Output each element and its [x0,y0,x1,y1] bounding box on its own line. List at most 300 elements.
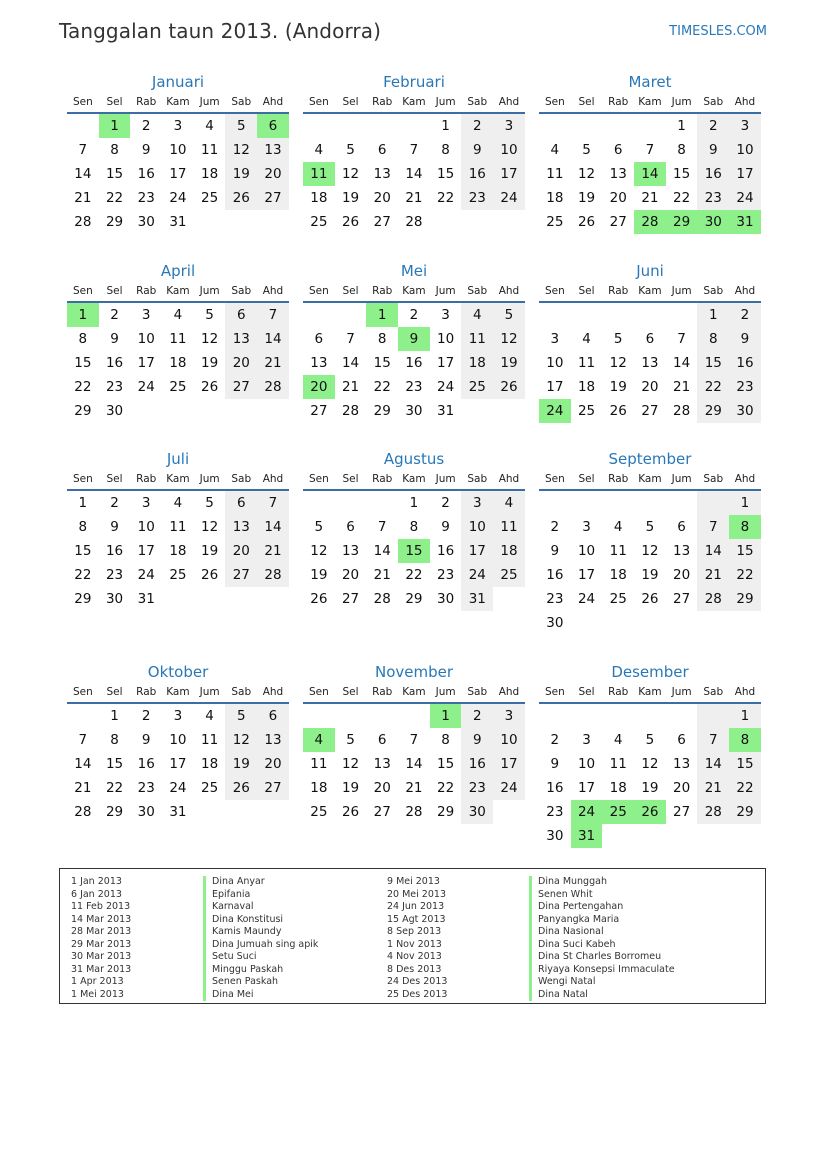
day-cell: 28 [697,800,729,824]
holiday-date: 30 Mar 2013 [71,951,132,962]
day-grid [303,704,525,824]
day-cell: 6 [377,732,387,748]
day-cell: 20 [257,162,289,186]
day-cell: 16 [546,780,564,796]
holiday-day-cell: 14 [634,162,666,186]
empty-cell [602,491,634,515]
day-cell: 5 [205,307,214,323]
empty-cell [634,704,666,728]
day-cell: 14 [405,756,423,772]
day-cell: 25 [169,379,187,395]
holiday-date: 6 Jan 2013 [71,888,122,900]
day-cell: 13 [373,756,391,772]
holiday-day-cell: 11 [303,162,335,186]
day-cell: 6 [645,331,655,347]
weekday-label: Sab [467,686,488,698]
weekday-label: Rab [372,473,393,485]
day-cell: 19 [201,543,219,559]
holiday-name: Dina Pertengahan [529,901,675,914]
empty-cell [335,303,367,327]
day-cell: 3 [173,708,183,724]
day-cell: 14 [697,539,729,563]
empty-cell [697,611,729,635]
day-cell: 28 [405,214,423,230]
weekday-label: Sel [578,96,595,108]
weekday-label: Sel [578,686,595,698]
day-cell: 4 [314,142,324,158]
weekday-label: Sab [467,285,488,297]
day-cell: 16 [729,351,761,375]
day-cell: 10 [137,519,155,535]
day-cell: 24 [577,591,596,607]
day-cell: 9 [729,327,761,351]
day-cell: 23 [405,379,423,395]
day-cell: 23 [461,776,493,800]
empty-cell [697,491,729,515]
empty-cell [666,611,698,635]
holiday-day-cell: 1 [67,303,99,327]
empty-cell [602,704,634,728]
day-cell: 12 [341,756,360,772]
day-cell: 21 [641,190,659,206]
day-cell: 20 [225,351,257,375]
day-cell: 1 [697,303,729,327]
month-juli [67,448,289,611]
day-cell: 22 [74,379,92,395]
empty-cell [666,303,698,327]
weekday-label: Sel [342,473,359,485]
day-cell: 22 [105,780,124,796]
day-cell: 13 [373,166,391,182]
day-cell: 2 [141,708,151,724]
day-cell: 12 [225,728,257,752]
empty-cell [225,587,257,611]
day-cell: 17 [437,355,455,371]
site-link[interactable]: TIMESLES.COM [669,24,767,39]
day-cell: 15 [105,166,124,182]
weekday-label: Sen [308,96,329,108]
month-agustus [303,448,525,611]
weekday-label: Kam [402,285,426,297]
day-cell: 18 [169,355,187,371]
weekday-label: Sab [703,96,724,108]
month-title: Desember [611,663,689,681]
day-cell: 25 [201,780,219,796]
day-cell: 10 [577,756,596,772]
empty-cell [539,303,571,327]
day-cell: 30 [437,591,455,607]
day-cell: 24 [137,379,155,395]
day-cell: 2 [110,307,119,323]
day-cell: 8 [78,331,88,347]
day-cell: 1 [441,118,450,134]
day-cell: 5 [582,142,591,158]
weekday-label: Sen [72,96,93,108]
day-cell: 26 [201,379,219,395]
weekday-label: Jum [671,473,692,485]
day-cell: 8 [110,142,119,158]
holiday-list [59,868,766,1004]
empty-cell [303,303,335,327]
empty-cell [430,210,462,234]
empty-cell [493,587,525,611]
holiday-name: Kamis Maundy [203,926,318,939]
weekday-label: Kam [166,285,190,297]
weekday-label: Sab [703,285,724,297]
day-cell: 3 [582,519,591,535]
day-cell: 2 [461,114,493,138]
day-cell: 23 [461,186,493,210]
weekday-label: Sel [106,285,123,297]
empty-cell [493,800,525,824]
month-februari [303,71,525,234]
day-cell: 29 [74,591,92,607]
day-cell: 29 [373,403,391,419]
day-cell: 24 [493,776,525,800]
day-cell: 6 [677,732,686,748]
day-cell: 6 [314,331,324,347]
day-cell: 26 [225,186,257,210]
day-cell: 21 [373,567,391,583]
day-cell: 21 [405,190,423,206]
day-cell: 20 [341,567,360,583]
day-cell: 31 [169,804,187,820]
month-november [303,661,525,824]
holiday-day-cell: 9 [398,327,430,351]
weekday-label: Ahd [734,473,756,485]
weekday-label: Ahd [262,285,284,297]
weekday-header [303,283,525,303]
month-april [67,260,289,423]
day-cell: 19 [341,780,360,796]
day-cell: 16 [461,752,493,776]
day-cell: 30 [461,800,493,824]
holiday-name: Senen Paskah [203,976,318,989]
weekday-label: Sab [231,686,252,698]
weekday-label: Kam [638,285,662,297]
day-cell: 18 [201,756,219,772]
day-cell: 22 [74,567,92,583]
holiday-day-cell: 26 [634,800,666,824]
holiday-name: Minggu Paskah [203,964,318,977]
day-grid [303,114,525,234]
weekday-label: Jum [199,285,220,297]
holiday-day-cell: 1 [430,704,462,728]
weekday-header [67,94,289,114]
weekday-header [67,283,289,303]
day-cell: 14 [341,355,360,371]
day-cell: 15 [105,756,124,772]
day-cell: 27 [310,403,328,419]
empty-cell [571,491,603,515]
day-cell: 18 [310,780,328,796]
weekday-label: Ahd [498,285,520,297]
day-cell: 10 [729,138,761,162]
weekday-label: Sel [106,473,123,485]
day-cell: 22 [729,776,761,800]
month-juni [539,260,761,423]
weekday-label: Sel [342,96,359,108]
day-cell: 23 [729,375,761,399]
holiday-day-cell: 8 [729,728,761,752]
day-cell: 19 [577,190,596,206]
day-cell: 12 [201,519,219,535]
day-cell: 23 [105,567,124,583]
empty-cell [602,114,634,138]
day-cell: 4 [173,495,183,511]
weekday-label: Kam [402,686,426,698]
day-cell: 9 [461,138,493,162]
day-cell: 9 [110,519,119,535]
day-cell: 16 [105,355,124,371]
day-cell: 1 [729,704,761,728]
day-grid [67,114,289,234]
day-cell: 17 [169,756,187,772]
month-title: November [374,663,454,681]
day-cell: 21 [697,776,729,800]
day-grid [67,491,289,611]
holiday-name: Senen Whit [529,889,675,902]
weekday-label: Sen [72,285,93,297]
day-cell: 5 [346,732,355,748]
day-cell: 2 [550,732,560,748]
day-cell: 15 [74,355,92,371]
day-cell: 1 [409,495,419,511]
day-cell: 12 [493,327,525,351]
day-cell: 13 [609,166,627,182]
empty-cell [257,399,289,423]
day-cell: 19 [310,567,328,583]
day-cell: 13 [310,355,328,371]
holiday-date: 9 Mei 2013 [387,876,440,887]
day-cell: 11 [169,331,187,347]
day-cell: 3 [550,331,560,347]
weekday-label: Jum [435,285,456,297]
day-cell: 5 [645,519,655,535]
holiday-date: 8 Sep 2013 [387,926,442,937]
day-cell: 3 [493,704,525,728]
day-cell: 14 [257,327,289,351]
empty-cell [697,704,729,728]
empty-cell [666,824,698,848]
day-cell: 2 [697,114,729,138]
day-cell: 22 [437,780,455,796]
holiday-name: Dina Anyar [203,876,318,889]
empty-cell [634,491,666,515]
month-title: Maret [628,73,672,91]
weekday-label: Jum [671,686,692,698]
holiday-day-cell: 24 [571,800,603,824]
weekday-label: Jum [199,96,220,108]
holiday-name: Dina Mei [203,989,318,1002]
empty-cell [335,114,367,138]
day-cell: 17 [169,166,187,182]
month-title: Juli [166,450,190,468]
day-cell: 5 [645,732,655,748]
day-cell: 9 [110,331,119,347]
day-cell: 10 [493,138,525,162]
empty-cell [335,704,367,728]
weekday-header [67,684,289,704]
day-cell: 23 [546,804,564,820]
empty-cell [303,704,335,728]
day-cell: 28 [405,804,423,820]
day-cell: 13 [257,728,289,752]
day-cell: 16 [405,355,423,371]
empty-cell [194,399,226,423]
day-cell: 2 [729,303,761,327]
holiday-date: 31 Mar 2013 [71,963,132,975]
weekday-label: Rab [608,686,629,698]
month-oktober [67,661,289,824]
holiday-day-cell: 4 [303,728,335,752]
holiday-date: 20 Mei 2013 [387,888,446,900]
holiday-day-cell: 1 [366,303,398,327]
empty-cell [225,800,257,824]
day-cell: 4 [582,331,591,347]
weekday-label: Kam [166,473,190,485]
day-cell: 28 [673,403,691,419]
day-cell: 15 [729,539,761,563]
day-cell: 13 [225,515,257,539]
empty-cell [602,303,634,327]
empty-cell [398,704,430,728]
empty-cell [194,800,226,824]
weekday-label: Sen [72,473,93,485]
weekday-label: Sel [578,285,595,297]
empty-cell [539,114,571,138]
empty-cell [634,114,666,138]
weekday-label: Sab [703,686,724,698]
day-cell: 8 [697,327,729,351]
day-cell: 12 [577,166,596,182]
weekday-label: Rab [136,285,157,297]
day-cell: 13 [673,543,691,559]
day-cell: 24 [729,186,761,210]
day-cell: 17 [546,379,564,395]
day-cell: 28 [257,375,289,399]
empty-cell [366,491,398,515]
day-cell: 12 [310,543,328,559]
day-cell: 2 [110,495,119,511]
day-cell: 26 [341,804,360,820]
holiday-dates-col-2 [387,876,447,1001]
day-cell: 20 [641,379,659,395]
day-cell: 18 [169,543,187,559]
day-cell: 30 [105,591,124,607]
holiday-name: Dina Nasional [529,926,675,939]
day-cell: 20 [673,780,691,796]
day-cell: 25 [310,804,328,820]
day-cell: 11 [577,355,596,371]
day-cell: 9 [141,142,151,158]
weekday-label: Ahd [734,686,756,698]
empty-cell [130,399,162,423]
day-grid [303,303,525,423]
day-cell: 14 [74,756,92,772]
day-cell: 13 [673,756,691,772]
empty-cell [666,704,698,728]
weekday-label: Sab [703,473,724,485]
holiday-date: 25 Des 2013 [387,988,448,1000]
day-cell: 18 [201,166,219,182]
weekday-label: Rab [372,96,393,108]
holiday-name: Karnaval [203,901,318,914]
day-cell: 31 [137,591,155,607]
day-cell: 26 [493,375,525,399]
weekday-label: Rab [608,285,629,297]
weekday-label: Sel [342,686,359,698]
empty-cell [571,114,603,138]
holiday-name: Dina Suci Kabeh [529,939,675,952]
empty-cell [366,114,398,138]
holiday-name: Dina Natal [529,989,675,1002]
weekday-label: Ahd [498,686,520,698]
day-cell: 15 [437,756,455,772]
holiday-day-cell: 24 [539,399,571,423]
day-cell: 25 [461,375,493,399]
day-cell: 26 [641,591,659,607]
day-cell: 8 [110,732,119,748]
day-cell: 2 [550,519,560,535]
day-cell: 30 [546,615,564,631]
day-cell: 19 [341,190,360,206]
day-cell: 6 [613,142,623,158]
day-cell: 25 [609,591,627,607]
day-cell: 6 [346,519,355,535]
weekday-header [303,471,525,491]
day-cell: 27 [373,804,391,820]
holiday-date: 1 Mei 2013 [71,988,124,1000]
day-cell: 2 [461,704,493,728]
day-cell: 15 [373,355,391,371]
holiday-date: 1 Jan 2013 [71,876,122,887]
day-cell: 24 [169,780,187,796]
day-cell: 5 [346,142,355,158]
weekday-label: Jum [435,473,456,485]
day-cell: 20 [673,567,691,583]
day-cell: 14 [74,166,92,182]
holiday-day-cell: 31 [571,824,603,848]
day-cell: 14 [673,355,691,371]
weekday-label: Ahd [262,686,284,698]
day-cell: 2 [441,495,450,511]
day-cell: 24 [461,563,493,587]
day-cell: 31 [437,403,455,419]
day-cell: 19 [641,567,659,583]
day-cell: 13 [641,355,659,371]
day-cell: 30 [546,828,564,844]
weekday-label: Kam [638,473,662,485]
day-cell: 1 [78,495,88,511]
day-cell: 30 [405,403,423,419]
day-cell: 27 [609,214,627,230]
empty-cell [162,399,194,423]
weekday-label: Sel [106,686,123,698]
day-cell: 16 [461,162,493,186]
weekday-label: Kam [402,96,426,108]
holiday-date: 28 Mar 2013 [71,926,132,937]
day-cell: 3 [729,114,761,138]
weekday-label: Sen [544,285,565,297]
day-cell: 12 [225,138,257,162]
empty-cell [571,704,603,728]
empty-cell [303,114,335,138]
day-cell: 19 [641,780,659,796]
day-cell: 21 [257,351,289,375]
day-cell: 21 [74,190,92,206]
holiday-name: Epifania [203,889,318,902]
